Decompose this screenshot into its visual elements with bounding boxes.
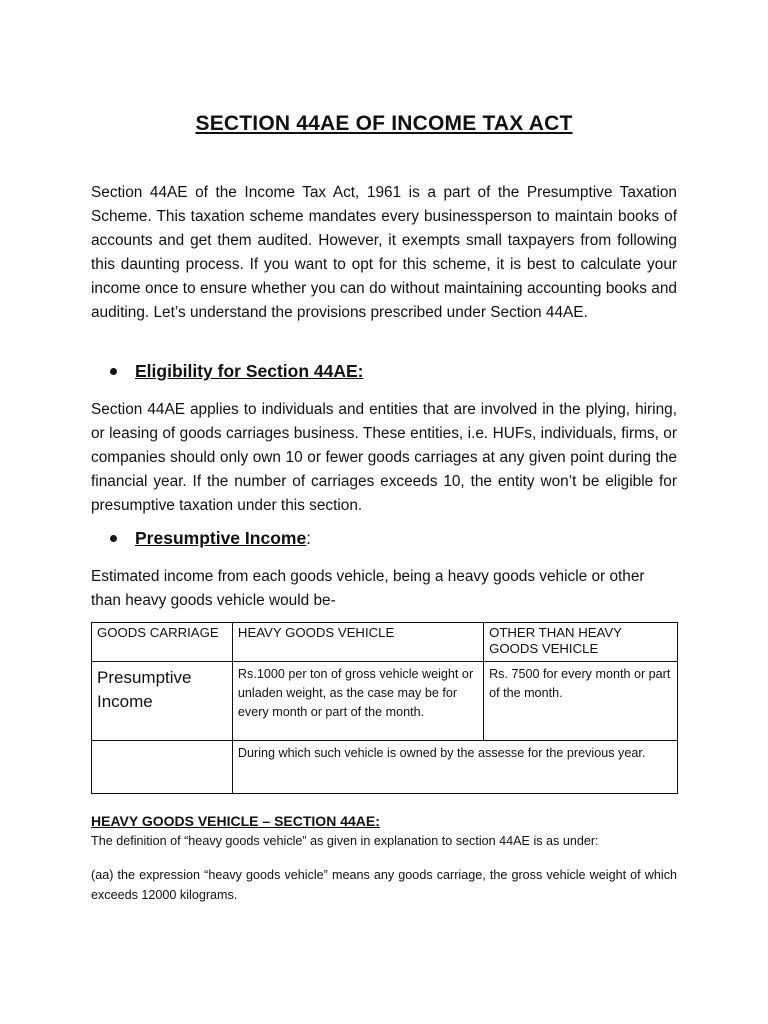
table-header-other-vehicle: OTHER THAN HEAVY GOODS VEHICLE: [484, 623, 678, 662]
hgv-clause: (aa) the expression “heavy goods vehicle” means any goods carriage, the gross vehicle weight of which exceeds 12000 kilograms.: [91, 868, 677, 902]
intro-paragraph: Section 44AE of the Income Tax Act, 1961 is a part of the Presumptive Taxation Scheme. This taxation scheme mandates every businessperson to maintain books of accounts and get them audited. However, it exempts small taxpayers from following this daunting process. If you want to opt for this scheme, it is best to calculate your income once to ensure whether you can do without maintaining accounting books and auditing. Let’s understand the provisions prescribed under Section 44AE.: [91, 184, 677, 321]
presumptive-heading: [110, 528, 311, 549]
table-row-label: Presumptive Income: [92, 662, 233, 741]
eligibility-heading-text: Eligibility for Section 44AE:: [135, 361, 364, 381]
bullet-icon: [110, 368, 117, 375]
bullet-icon: [110, 535, 117, 542]
table-row: [92, 741, 678, 794]
table-cell-other: Rs. 7500 for every month or part of the month.: [484, 662, 678, 741]
hgv-definition: The definition of “heavy goods vehicle” as given in explanation to section 44AE is as under:: [91, 834, 599, 848]
hgv-heading: HEAVY GOODS VEHICLE – SECTION 44AE:: [91, 813, 380, 829]
presumptive-paragraph: Estimated income from each goods vehicle, being a heavy goods vehicle or other than heavy goods vehicle would be-: [91, 568, 645, 609]
page-title: SECTION 44AE OF INCOME TAX ACT: [195, 112, 573, 136]
table-header-goods-carriage: GOODS CARRIAGE: [92, 623, 233, 662]
eligibility-paragraph: Section 44AE applies to individuals and entities that are involved in the plying, hiring, or leasing of goods carriages business. These entities, i.e. HUFs, individuals, firms, or companies should only own 10 or fewer goods carriages at any given point during the financial year. If the number of carriages exceeds 10, the entity won’t be eligible for presumptive taxation under this section.: [91, 401, 677, 514]
presumptive-heading-colon: :: [306, 528, 312, 548]
table-row: [92, 662, 678, 741]
goods-carriage-table: [91, 622, 678, 794]
table-header-row: [92, 623, 678, 662]
presumptive-heading-text: Presumptive Income: [135, 528, 307, 548]
table-cell-heavy: Rs.1000 per ton of gross vehicle weight or unladen weight, as the case may be for every month or part of the month.: [232, 662, 483, 741]
table-cell-empty: [92, 741, 233, 794]
eligibility-heading: [110, 361, 364, 382]
table-cell-note: During which such vehicle is owned by the assesse for the previous year.: [232, 741, 677, 794]
table-header-heavy-goods-vehicle: HEAVY GOODS VEHICLE: [232, 623, 483, 662]
